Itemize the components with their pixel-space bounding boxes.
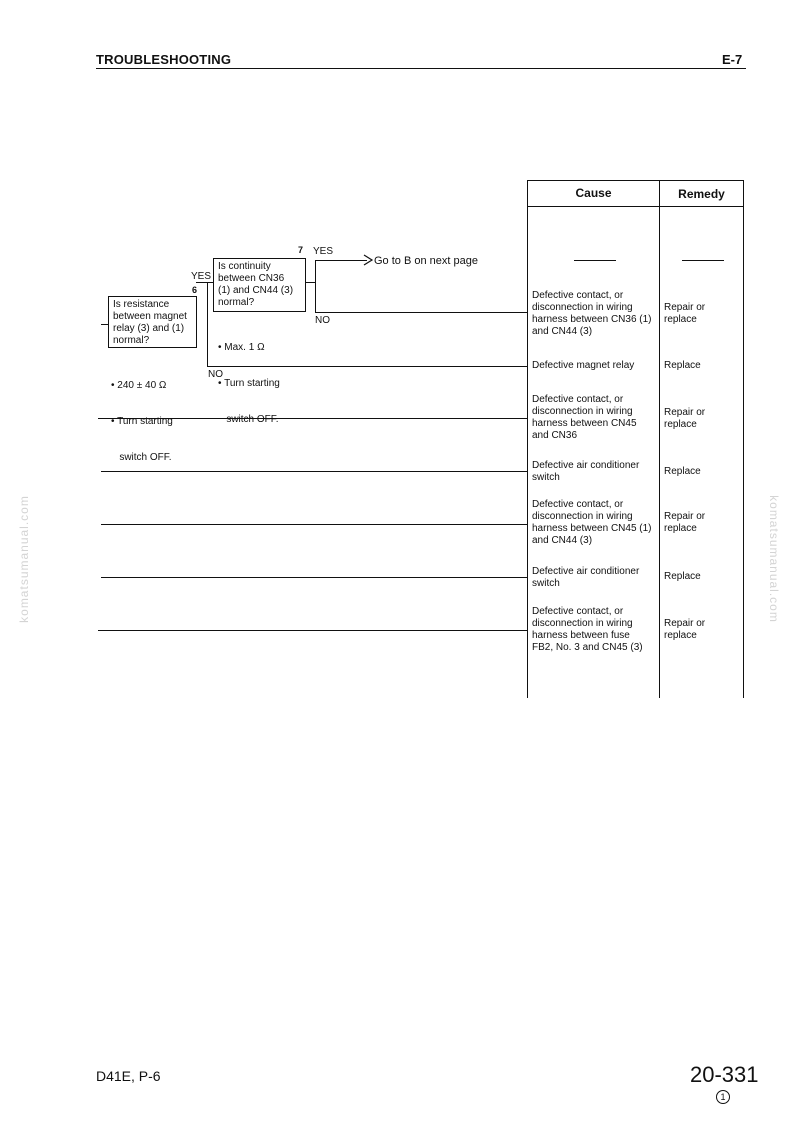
cause-cell <box>532 606 662 654</box>
table-top-border <box>527 180 744 181</box>
question-6-note: • 240 ± 40 Ω <box>111 380 167 391</box>
cause-line: FB2, No. 3 and CN45 (3) <box>532 642 643 653</box>
cause-line: disconnection in wiring <box>532 618 633 629</box>
flow-line-q7-out <box>305 282 315 283</box>
cause-cell <box>532 566 662 590</box>
cause-line: Defective air conditioner <box>532 566 640 577</box>
remedy-cell <box>664 302 742 326</box>
cause-line: harness between fuse <box>532 630 630 641</box>
cause-cell <box>532 394 662 442</box>
question-7-line: between CN36 <box>218 273 285 284</box>
question-6-box <box>108 296 197 348</box>
cause-cell <box>532 290 662 338</box>
remedy-line: Replace <box>664 360 701 371</box>
cause-line: and CN44 (3) <box>532 535 593 546</box>
cause-dash <box>574 260 616 261</box>
flow-line-row-5 <box>101 524 527 525</box>
cause-line: Defective contact, or <box>532 290 624 301</box>
flow-line-row-7 <box>98 630 527 631</box>
question-7-line: normal? <box>218 297 255 308</box>
remedy-line: Repair or <box>664 302 706 313</box>
remedy-cell <box>664 407 742 431</box>
goto-next-page-label: Go to B on next page <box>374 255 478 267</box>
cause-line: disconnection in wiring <box>532 406 633 417</box>
cause-line: Defective contact, or <box>532 606 624 617</box>
remedy-line: Replace <box>664 571 701 582</box>
table-header-rule <box>527 206 744 207</box>
remedy-line: Repair or <box>664 511 706 522</box>
remedy-line: replace <box>664 419 697 430</box>
question-7-note: switch OFF. <box>218 414 279 425</box>
cause-line: Defective contact, or <box>532 499 624 510</box>
question-6-note: • Turn starting <box>111 416 173 427</box>
cause-line: harness between CN45 (1) <box>532 523 652 534</box>
flow-line-row-6 <box>101 577 527 578</box>
remedy-header: Remedy <box>678 187 725 201</box>
model-code: D41E, P-6 <box>96 1068 161 1084</box>
revision-mark: 1 <box>716 1090 730 1104</box>
remedy-cell <box>664 571 742 583</box>
question-6-yes-label: YES <box>191 271 212 282</box>
cause-line: and CN36 <box>532 430 578 441</box>
remedy-line: Repair or <box>664 407 706 418</box>
question-7-no-label: NO <box>315 315 330 326</box>
remedy-cell <box>664 360 742 372</box>
question-6-line: Is resistance <box>113 299 170 310</box>
remedy-line: replace <box>664 314 697 325</box>
remedy-line: replace <box>664 630 697 641</box>
question-6-note: switch OFF. <box>111 452 172 463</box>
question-7-box <box>213 258 306 312</box>
flow-line-q7-no <box>315 312 527 313</box>
watermark-right: komatsumanual.com <box>766 495 781 623</box>
question-7-note: • Max. 1 Ω <box>218 342 265 353</box>
question-7-line: Is continuity <box>218 261 271 272</box>
question-6-line: between magnet <box>113 311 187 322</box>
cause-header: Cause <box>575 186 612 200</box>
section-code: E-7 <box>722 52 743 67</box>
header-rule <box>96 68 746 69</box>
page-number: 20-331 <box>690 1062 759 1087</box>
question-7-notes <box>218 318 280 438</box>
flow-line-q6-trunk <box>207 282 208 366</box>
cause-line: switch <box>532 578 560 589</box>
flow-line-entry <box>101 324 108 325</box>
question-6-notes <box>111 356 173 476</box>
question-6-no-label: NO <box>208 369 223 380</box>
cause-line: switch <box>532 472 560 483</box>
cause-cell <box>532 360 662 372</box>
remedy-dash <box>682 260 724 261</box>
remedy-line: Repair or <box>664 618 706 629</box>
remedy-cell <box>664 511 742 535</box>
cause-cell <box>532 499 662 547</box>
question-6-line: normal? <box>113 335 150 346</box>
question-7-line: (1) and CN44 (3) <box>218 285 294 296</box>
table-left-border <box>527 180 528 698</box>
cause-line: disconnection in wiring <box>532 511 633 522</box>
section-title: TROUBLESHOOTING <box>96 52 232 67</box>
table-right-border <box>743 180 744 698</box>
cause-line: and CN44 (3) <box>532 326 593 337</box>
remedy-line: Replace <box>664 466 701 477</box>
question-6-line: relay (3) and (1) <box>113 323 185 334</box>
remedy-cell <box>664 466 742 478</box>
cause-cell <box>532 460 662 484</box>
cause-line: disconnection in wiring <box>532 302 633 313</box>
remedy-cell <box>664 618 742 642</box>
step-number-6: 6 <box>192 285 198 295</box>
cause-line: harness between CN36 (1) <box>532 314 652 325</box>
question-7-note: • Turn starting <box>218 378 280 389</box>
flow-line-q7-trunk <box>315 260 316 312</box>
question-7-yes-label: YES <box>313 246 334 257</box>
arrow-right-icon <box>362 254 374 266</box>
cause-line: Defective magnet relay <box>532 360 635 371</box>
flow-line-q7-yes <box>315 260 367 261</box>
cause-line: Defective contact, or <box>532 394 624 405</box>
cause-line: Defective air conditioner <box>532 460 640 471</box>
cause-line: harness between CN45 <box>532 418 637 429</box>
step-number-7: 7 <box>298 245 304 255</box>
remedy-line: replace <box>664 523 697 534</box>
watermark-left: komatsumanual.com <box>16 495 31 623</box>
